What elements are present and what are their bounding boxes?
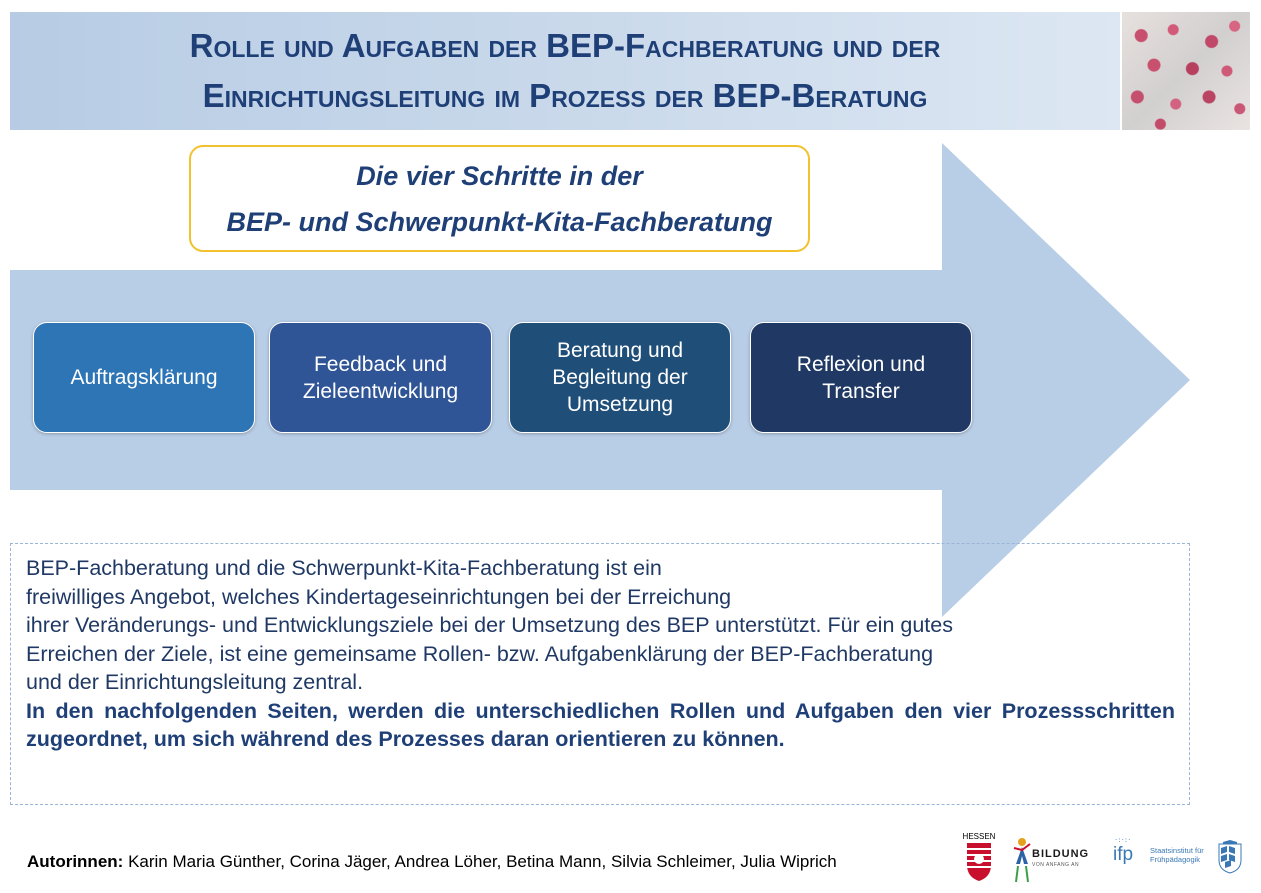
bildung-logo-subtext: VON ANFANG AN bbox=[1032, 862, 1080, 868]
ifp-logo: ifp bbox=[1113, 844, 1134, 865]
info-line: ihrer Veränderungs- und Entwicklungsziele bei der Umsetzung des BEP unterstützt. Für ein gutes bbox=[26, 613, 953, 637]
page-title-line1: Rolle und Aufgaben der BEP-Fachberatung und der bbox=[189, 27, 941, 64]
info-line: und der Einrichtungsleitung zentral. bbox=[26, 670, 364, 694]
info-line: BEP-Fachberatung und die Schwerpunkt-Kita-Fachberatung ist ein bbox=[26, 556, 662, 580]
bildung-logo bbox=[1010, 834, 1105, 884]
info-text-box bbox=[10, 543, 1190, 805]
step-auftragsklaerung bbox=[33, 322, 255, 433]
authors-label: Autorinnen: bbox=[27, 852, 124, 871]
bildung-figure-icon bbox=[1010, 834, 1032, 884]
authors-line bbox=[27, 852, 837, 872]
info-line: freiwilliges Angebot, welches Kindertageseinrichtungen bei der Erreichung bbox=[26, 584, 732, 609]
hessen-logo-text: HESSEN bbox=[962, 832, 996, 841]
info-line: Erreichen der Ziele, ist eine gemeinsame Rollen- bzw. Aufgabenklärung der BEP-Fachberatung bbox=[26, 641, 934, 666]
page-title-line2: Einrichtungsleitung im Prozess der BEP-Beratung bbox=[202, 77, 928, 114]
bavaria-crest-icon bbox=[1217, 840, 1243, 874]
steps-subtitle-line1: Die vier Schritte in der bbox=[356, 160, 643, 191]
partner-logos bbox=[955, 832, 1255, 887]
hessen-lion-icon bbox=[959, 841, 999, 883]
step-reflexion-transfer bbox=[750, 322, 972, 433]
step-label: Feedback und Zieleentwicklung bbox=[302, 352, 459, 403]
step-label: Auftragsklärung bbox=[70, 366, 218, 389]
step-beratung-begleitung bbox=[509, 322, 731, 433]
step-label: Reflexion und Transfer bbox=[796, 352, 926, 403]
staatsinstitut-logo-text bbox=[1150, 846, 1204, 864]
bildung-logo-text: BILDUNG bbox=[1032, 848, 1090, 860]
hessen-logo bbox=[959, 832, 999, 884]
info-paragraph bbox=[26, 554, 1175, 697]
steps-subtitle-box bbox=[189, 145, 810, 252]
step-feedback-zieleentwicklung bbox=[269, 322, 492, 433]
step-label: Beratung und Begleitung der Umsetzung bbox=[552, 339, 688, 416]
ifp-stars-icon: ·:·:· bbox=[1115, 836, 1132, 844]
authors-names: Karin Maria Günther, Corina Jäger, Andrea Löher, Betina Mann, Silvia Schleimer, Julia Wiprich bbox=[128, 852, 837, 871]
info-bold-paragraph: In den nachfolgenden Seiten, werden die unterschiedlichen Rollen und Aufgaben den vier Prozessschritten zugeordnet, um sich während des Prozesses daran orientieren zu können. bbox=[26, 698, 1175, 751]
staatsinstitut-line2: Frühpädagogik bbox=[1150, 855, 1201, 864]
steps-subtitle-line2: BEP- und Schwerpunkt-Kita-Fachberatung bbox=[226, 206, 773, 237]
staatsinstitut-line1: Staatsinstitut für bbox=[1150, 846, 1204, 855]
